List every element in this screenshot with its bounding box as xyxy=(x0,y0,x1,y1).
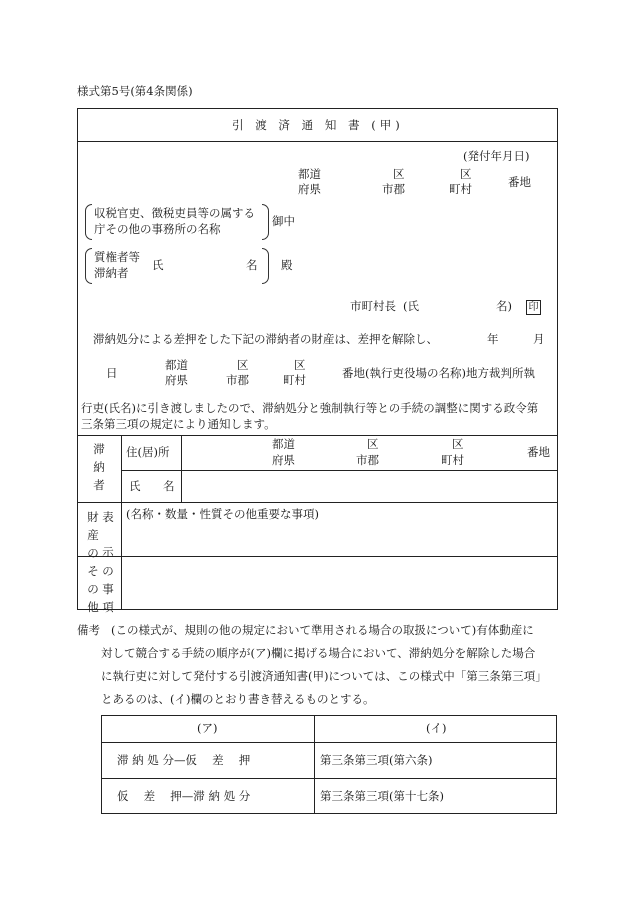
table-todofuken-bottom: 府県 xyxy=(272,453,295,467)
form-title: 引 渡 済 通 知 書 (甲) xyxy=(232,118,404,132)
replacement-table-col-line xyxy=(314,715,315,814)
address-todofuken-top: 都道 xyxy=(298,167,321,181)
body-shigun-bottom: 市郡 xyxy=(226,373,249,387)
replacement-table-header-line xyxy=(101,742,557,743)
body-chouson-bottom: 町村 xyxy=(283,373,306,387)
row2-col-a: 仮 差 押—滞 納 処 分 xyxy=(117,789,251,803)
body-todofuken-bottom: 府県 xyxy=(165,373,188,387)
note-line3: に執行吏に対して発付する引渡済通知書(甲)については、この様式中「第三条第三項」 xyxy=(101,669,547,683)
body-banchi-court: 番地(執行吏役場の名称)地方裁判所執 xyxy=(342,366,535,380)
holder-shi: 氏 xyxy=(152,258,164,272)
shimei-shi: 氏 xyxy=(129,479,141,493)
body-line4: 三条第三項の規定により通知します。 xyxy=(81,417,276,431)
row1-col-a: 滞 納 処 分—仮 差 押 xyxy=(117,753,251,767)
table-line-3 xyxy=(77,556,558,557)
address-shigun-bottom: 市郡 xyxy=(382,182,405,196)
zaisan-label-col2: 表 示 xyxy=(102,510,114,559)
table-banchi: 番地 xyxy=(527,445,550,459)
body-tsuki: 月 xyxy=(533,332,545,346)
holder-label-line2: 滞納者 xyxy=(94,266,129,280)
address-todofuken-bottom: 府県 xyxy=(298,182,321,196)
table-ku-top: 区 xyxy=(367,437,379,451)
seal-mark: 印 xyxy=(526,300,541,315)
holder-label-line1: 質権者等 xyxy=(94,250,140,264)
body-nen: 年 xyxy=(487,332,499,346)
holder-mei: 名 xyxy=(246,258,258,272)
address-chouson-bottom: 町村 xyxy=(449,182,472,196)
onchu-label: 御中 xyxy=(272,214,295,228)
table-line-2 xyxy=(77,502,558,503)
mayor-shi: (氏 xyxy=(403,299,419,313)
body-line3: 行吏(氏名)に引き渡しましたので、滞納処分と強制執行等との手続の調整に関する政令第 xyxy=(81,401,539,415)
body-hi: 日 xyxy=(106,366,118,380)
note-line4: とあるのは、(イ)欄のとおり書き替えるものとする。 xyxy=(101,692,375,706)
recipient-org-line2: 庁その他の事務所の名称 xyxy=(94,222,221,236)
row1-col-b: 第三条第三項(第六条) xyxy=(320,753,433,767)
col-a-header: (ア) xyxy=(197,721,218,735)
shimei-mei: 名 xyxy=(163,479,175,493)
table-col-line xyxy=(121,435,122,610)
left-bracket xyxy=(85,204,92,240)
body-ku2-top: 区 xyxy=(294,358,306,372)
table-inner-line xyxy=(121,470,558,471)
issue-date-label: (発付年月日) xyxy=(463,149,530,163)
form-number-label: 様式第5号(第4条関係) xyxy=(77,84,193,98)
row2-col-b: 第三条第三項(第十七条) xyxy=(320,789,444,803)
dono-label: 殿 xyxy=(281,258,293,272)
address-ku2-top: 区 xyxy=(460,167,472,181)
table-ku2-top: 区 xyxy=(452,437,464,451)
note-line1: (この様式が、規則の他の規定において準用される場合の取扱について)有体動産に xyxy=(111,623,534,637)
body-ku-top: 区 xyxy=(237,358,249,372)
left-bracket xyxy=(85,248,92,284)
right-bracket xyxy=(262,248,269,284)
right-bracket xyxy=(262,204,269,240)
note-line2: 対して競合する手続の順序が(ア)欄に掲げる場合において、滞納処分を解除した場合 xyxy=(101,646,536,660)
taino-label: 滞 納 者 xyxy=(93,442,105,492)
mayor-mei: 名) xyxy=(496,299,512,313)
replacement-table-row-line xyxy=(101,778,557,779)
sonota-label-col1: そ の 他 xyxy=(87,564,99,614)
title-divider xyxy=(77,141,558,142)
table-chouson-bottom: 町村 xyxy=(441,453,464,467)
recipient-org-line1: 収税官吏、徴税吏員等の属する xyxy=(94,206,255,220)
table-top-line xyxy=(77,435,558,436)
note-label: 備考 xyxy=(77,623,100,637)
jusho-label: 住(居)所 xyxy=(126,445,170,459)
zaisan-label-col1: 財 産 の xyxy=(87,510,99,560)
col-b-header: (イ) xyxy=(426,721,447,735)
table-col-line-2 xyxy=(181,435,182,502)
body-todofuken-top: 都道 xyxy=(165,358,188,372)
table-todofuken-top: 都道 xyxy=(272,437,295,451)
mayor-label: 市町村長 xyxy=(350,299,396,313)
address-ku-top: 区 xyxy=(393,167,405,181)
address-banchi: 番地 xyxy=(508,175,531,189)
table-shigun-bottom: 市郡 xyxy=(356,453,379,467)
sonota-label-col2: の 事 項 xyxy=(102,564,114,614)
zaisan-content-note: (名称・数量・性質その他重要な事項) xyxy=(126,507,319,521)
body-line1: 滞納処分による差押をした下記の滞納者の財産は、差押を解除し、 xyxy=(93,332,438,346)
